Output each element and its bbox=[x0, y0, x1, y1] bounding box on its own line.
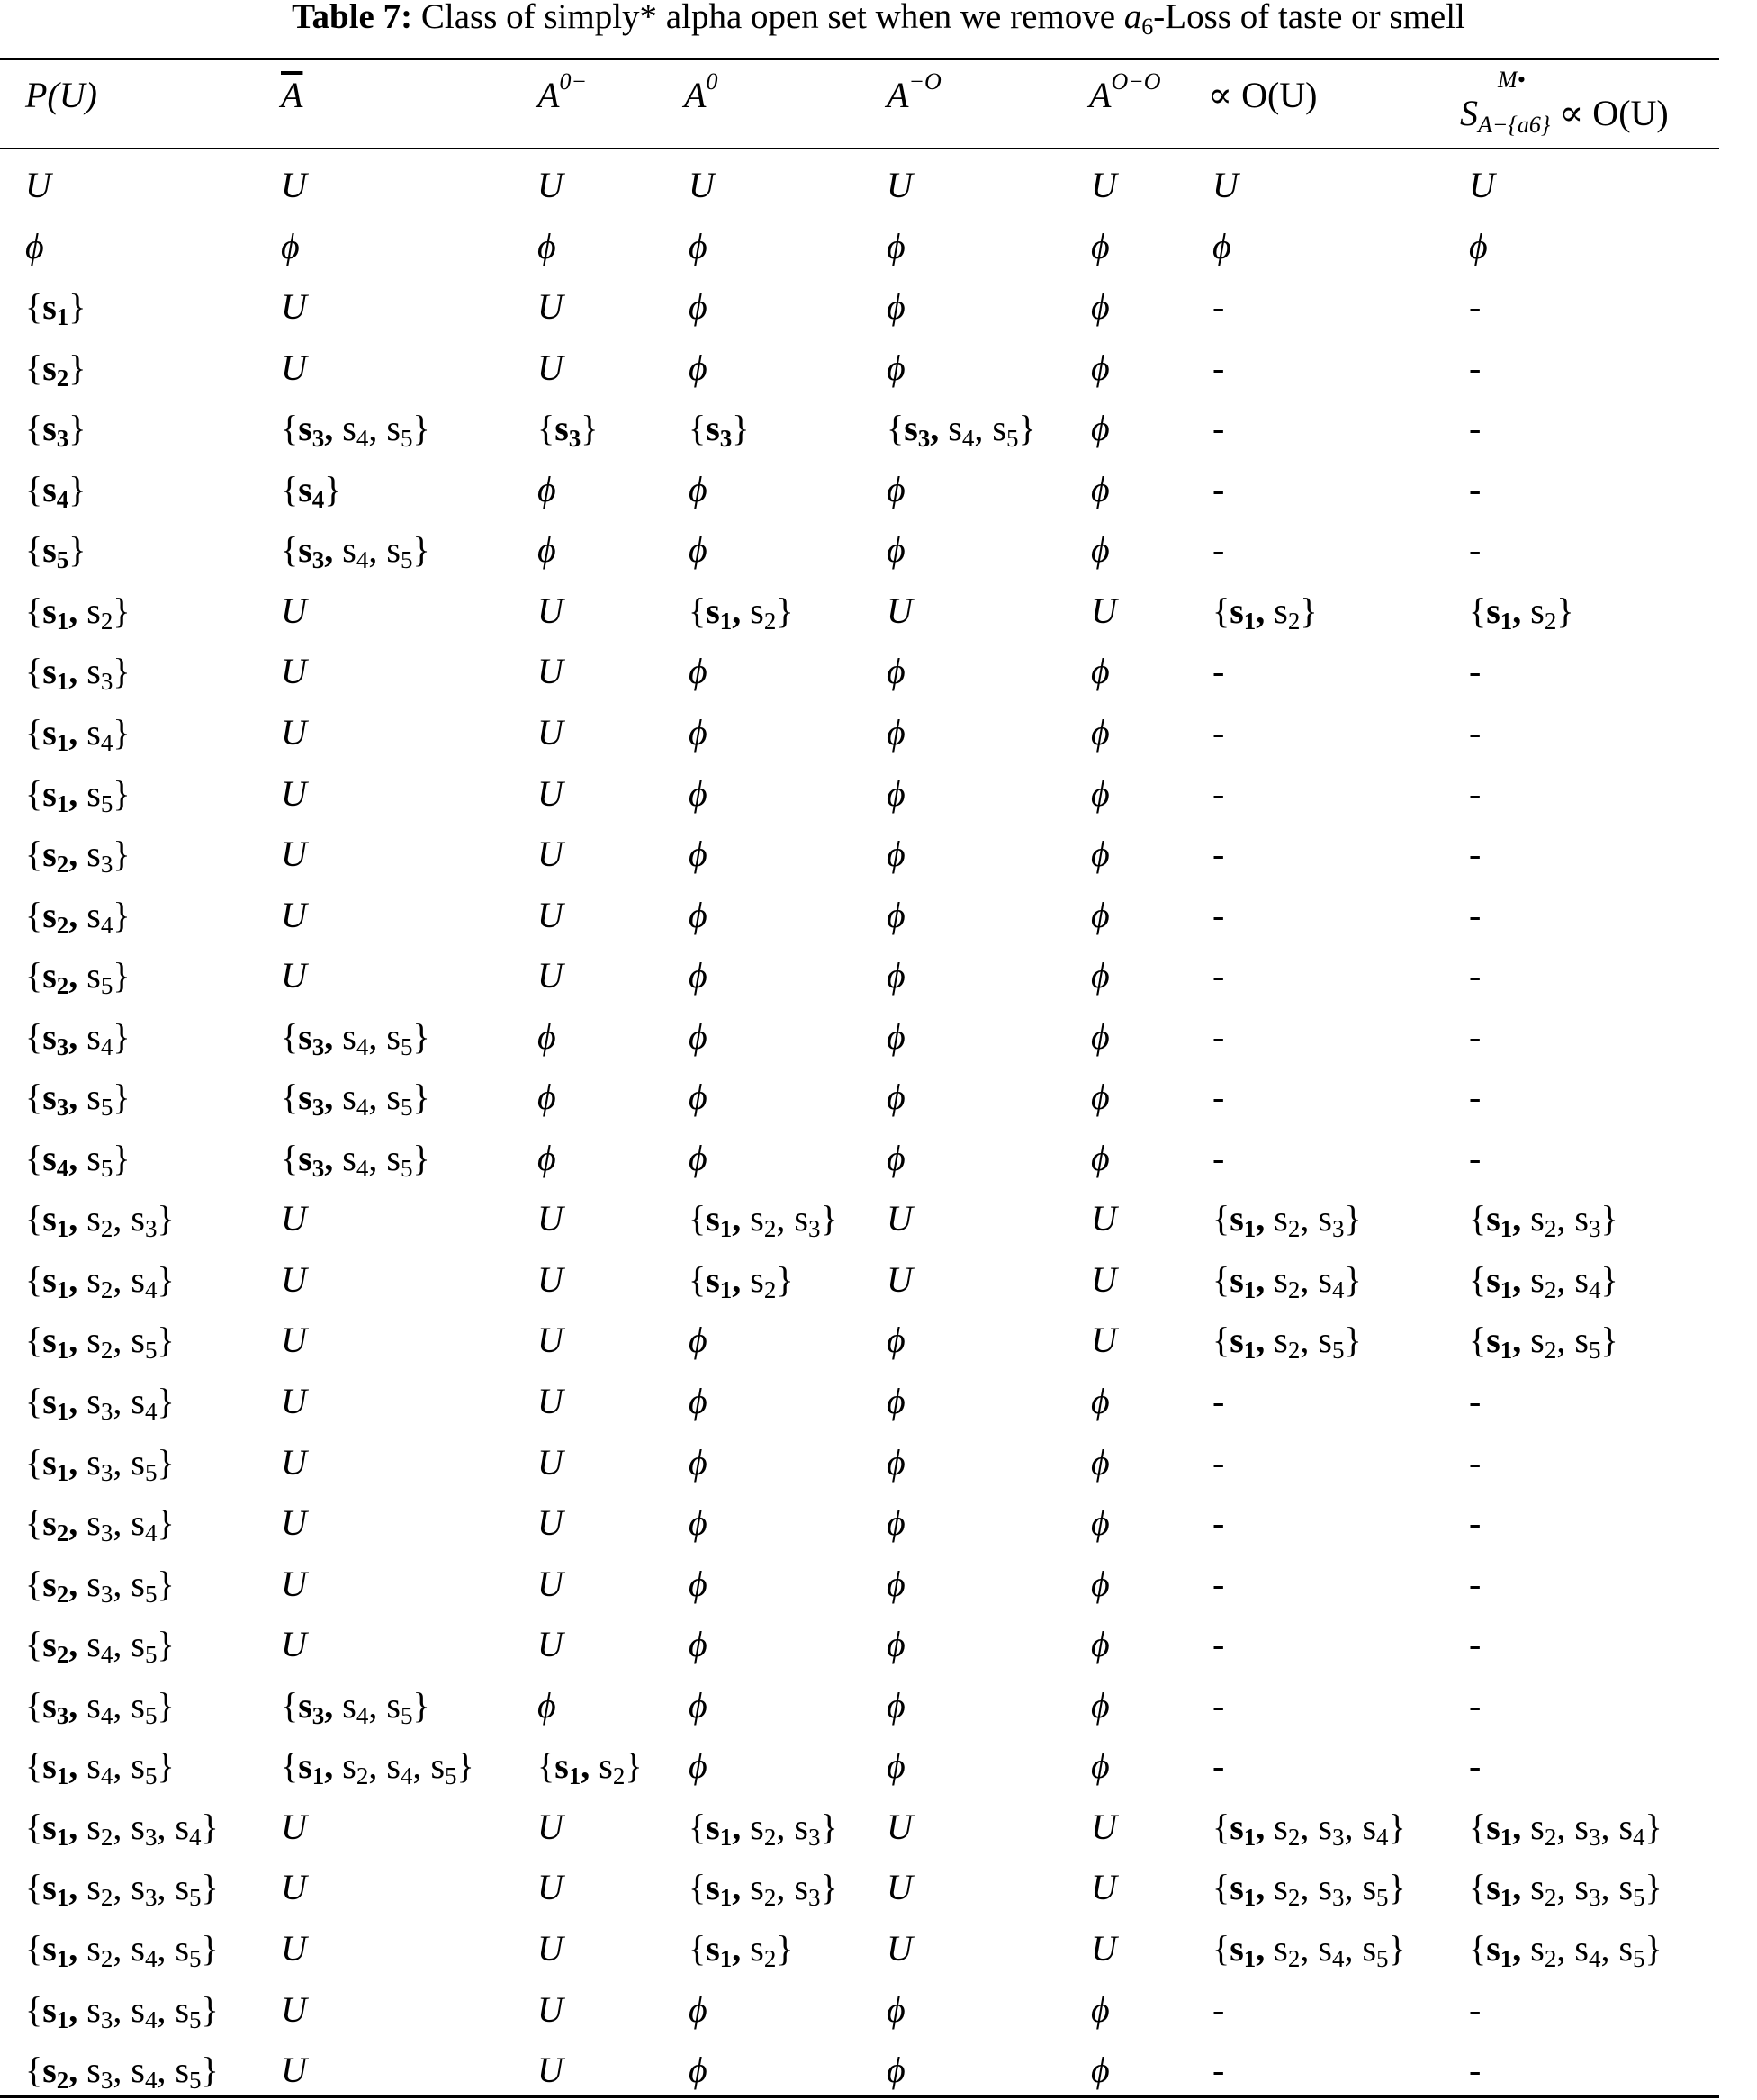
header-col-aoo: $A^{O-O}$ bbox=[1089, 68, 1161, 115]
table-cell-aminuso: ϕ bbox=[887, 286, 906, 328]
table-cell-simply-alpha-open: - bbox=[1469, 1381, 1482, 1421]
table-cell-aminuso: U bbox=[887, 1927, 913, 1969]
table-cell-pu: {$s_1$, $s_2$} bbox=[25, 590, 131, 635]
table-cell-aoo: U bbox=[1091, 165, 1117, 205]
table-cell-closure: {$s_3$, $s_4$, $s_5$} bbox=[281, 1684, 430, 1729]
header-col-alpha-open: ∝ O(U) bbox=[1208, 75, 1318, 115]
table-cell-aminuso: ϕ bbox=[887, 711, 906, 753]
table-cell-pu: {$s_3$, $s_4$, $s_5$} bbox=[25, 1684, 175, 1729]
table-cell-a0: ϕ bbox=[689, 955, 707, 996]
table-cell-a0minus: ϕ bbox=[537, 468, 556, 509]
table-cell-a0: ϕ bbox=[689, 1441, 707, 1483]
table-cell-pu: {$s_1$, $s_2$, $s_3$, $s_5$} bbox=[25, 1867, 219, 1912]
table-cell-pu: {$s_1$, $s_2$, $s_3$, $s_4$} bbox=[25, 1806, 219, 1851]
table-cell-a0: ϕ bbox=[689, 651, 707, 692]
header-rule bbox=[0, 148, 1719, 149]
table-cell-pu: {$s_1$, $s_3$, $s_4$} bbox=[25, 1381, 175, 1425]
header-col-pu: P(U) bbox=[25, 75, 97, 115]
table-cell-aoo: ϕ bbox=[1091, 1624, 1110, 1665]
table-cell-closure: U bbox=[281, 772, 307, 814]
table-cell-closure: U bbox=[281, 1381, 307, 1421]
header-col-a0minus: $A^{0-}$ bbox=[537, 68, 587, 115]
table-cell-aoo: U bbox=[1091, 1927, 1117, 1969]
table-cell-pu: {$s_4$, $s_5$} bbox=[25, 1137, 131, 1182]
table-cell-a0minus: U bbox=[537, 834, 563, 875]
table-cell-pu: {$s_1$, $s_5$} bbox=[25, 772, 131, 817]
table-cell-aoo: ϕ bbox=[1091, 408, 1110, 449]
table-cell-aminuso: U bbox=[887, 1258, 913, 1300]
table-cell-closure: U bbox=[281, 347, 307, 388]
table-cell-aminuso: ϕ bbox=[887, 1988, 906, 2030]
table-cell-closure: U bbox=[281, 165, 307, 205]
table-cell-a0minus: U bbox=[537, 651, 563, 692]
table-cell-alpha-open: U bbox=[1212, 165, 1239, 205]
table-cell-a0minus: U bbox=[537, 1927, 563, 1969]
table-cell-alpha-open: - bbox=[1212, 1745, 1225, 1787]
table-cell-a0: ϕ bbox=[689, 711, 707, 753]
table-cell-closure: U bbox=[281, 1867, 307, 1908]
table-cell-alpha-open: - bbox=[1212, 529, 1225, 571]
table-cell-a0minus: U bbox=[537, 1988, 563, 2030]
table-cell-aminuso: U bbox=[887, 1198, 913, 1239]
table-cell-aoo: U bbox=[1091, 1258, 1117, 1300]
table-cell-pu: $\{s_3\}$ bbox=[25, 408, 86, 453]
table-cell-aoo: ϕ bbox=[1091, 1381, 1110, 1421]
table-cell-alpha-open: - bbox=[1212, 772, 1225, 814]
table-cell-alpha-open: - bbox=[1212, 286, 1225, 328]
table-cell-a0minus: U bbox=[537, 894, 563, 935]
table-cell-simply-alpha-open: - bbox=[1469, 955, 1482, 996]
table-cell-closure: U bbox=[281, 1198, 307, 1239]
table-cell-aminuso: ϕ bbox=[887, 468, 906, 509]
table-cell-closure: U bbox=[281, 894, 307, 935]
table-cell-closure: U bbox=[281, 1927, 307, 1969]
table-cell-a0: ϕ bbox=[689, 1684, 707, 1726]
top-rule bbox=[0, 58, 1719, 60]
table-cell-a0minus: ϕ bbox=[537, 529, 556, 571]
table-cell-alpha-open: - bbox=[1212, 711, 1225, 753]
table-cell-aoo: ϕ bbox=[1091, 1077, 1110, 1118]
table-cell-aminuso: ϕ bbox=[887, 772, 906, 814]
table-cell-simply-alpha-open: U bbox=[1469, 165, 1495, 205]
table-cell-aoo: ϕ bbox=[1091, 711, 1110, 753]
table-cell-a0: {$s_1$, $s_2$} bbox=[689, 1927, 794, 1972]
table-cell-simply-alpha-open: - bbox=[1469, 834, 1482, 875]
table-cell-pu: $\{s_1\}$ bbox=[25, 286, 86, 331]
table-cell-simply-alpha-open: - bbox=[1469, 286, 1482, 328]
table-cell-simply-alpha-open: - bbox=[1469, 1441, 1482, 1483]
table-cell-alpha-open: - bbox=[1212, 834, 1225, 875]
table-cell-a0minus: U bbox=[537, 1441, 563, 1483]
table-cell-closure: {$s_1$, $s_2$, $s_4$, $s_5$} bbox=[281, 1745, 474, 1790]
table-cell-alpha-open: - bbox=[1212, 1077, 1225, 1118]
table-cell-simply-alpha-open: ϕ bbox=[1469, 225, 1488, 266]
table-cell-a0: ϕ bbox=[689, 529, 707, 571]
table-cell-alpha-open: - bbox=[1212, 347, 1225, 388]
table-cell-aminuso: ϕ bbox=[887, 834, 906, 875]
table-cell-alpha-open: - bbox=[1212, 408, 1225, 449]
table-cell-closure: ϕ bbox=[281, 225, 300, 266]
table-cell-alpha-open: {$s_1$, $s_2$, $s_5$} bbox=[1212, 1320, 1362, 1365]
table-cell-a0: U bbox=[689, 165, 715, 205]
header-top-mark: M• bbox=[1498, 67, 1526, 93]
table-cell-a0minus: U bbox=[537, 772, 563, 814]
table-cell-simply-alpha-open: - bbox=[1469, 1988, 1482, 2030]
table-cell-simply-alpha-open: {$s_1$, $s_2$, $s_5$} bbox=[1469, 1320, 1618, 1365]
table-cell-aminuso: U bbox=[887, 1806, 913, 1847]
table-cell-simply-alpha-open: - bbox=[1469, 1624, 1482, 1665]
table-cell-a0minus: {$s_1$, $s_2$} bbox=[537, 1745, 643, 1790]
table-cell-aoo: ϕ bbox=[1091, 834, 1110, 875]
table-cell-pu: $\{s_4\}$ bbox=[25, 468, 86, 513]
table-cell-alpha-open: - bbox=[1212, 894, 1225, 935]
table-cell-a0: ϕ bbox=[689, 1137, 707, 1178]
table-cell-a0: ϕ bbox=[689, 1502, 707, 1544]
table-cell-a0minus: U bbox=[537, 955, 563, 996]
table-cell-simply-alpha-open: {$s_1$, $s_2$, $s_4$, $s_5$} bbox=[1469, 1927, 1662, 1972]
caption-text: Class of simply* alpha open set when we remove bbox=[420, 0, 1116, 36]
caption-label: Table 7: bbox=[292, 0, 413, 36]
table-cell-a0minus: U bbox=[537, 1320, 563, 1361]
table-cell-a0: $\{s_3\}$ bbox=[689, 408, 750, 453]
table-cell-aoo: ϕ bbox=[1091, 955, 1110, 996]
table-cell-a0minus: U bbox=[537, 286, 563, 328]
table-cell-aoo: ϕ bbox=[1091, 772, 1110, 814]
table-cell-simply-alpha-open: - bbox=[1469, 468, 1482, 509]
table-cell-alpha-open: {$s_1$, $s_2$, $s_4$} bbox=[1212, 1258, 1362, 1303]
table-cell-aoo: ϕ bbox=[1091, 286, 1110, 328]
table-cell-aminuso: U bbox=[887, 590, 913, 631]
table-cell-simply-alpha-open: - bbox=[1469, 1137, 1482, 1178]
table-cell-a0: ϕ bbox=[689, 2050, 707, 2091]
table-cell-aoo: U bbox=[1091, 1867, 1117, 1908]
table-cell-simply-alpha-open: {$s_1$, $s_2$, $s_3$} bbox=[1469, 1198, 1618, 1243]
table-cell-aoo: ϕ bbox=[1091, 651, 1110, 692]
table-cell-closure: U bbox=[281, 1563, 307, 1604]
table-cell-aminuso: ϕ bbox=[887, 1015, 906, 1057]
table-cell-a0minus: U bbox=[537, 1563, 563, 1604]
table-cell-simply-alpha-open: - bbox=[1469, 1077, 1482, 1118]
table-cell-closure: U bbox=[281, 1624, 307, 1665]
table-cell-aminuso: ϕ bbox=[887, 1745, 906, 1787]
table-cell-alpha-open: {$s_1$, $s_2$} bbox=[1212, 590, 1318, 635]
table-cell-a0: {$s_1$, $s_2$, $s_3$} bbox=[689, 1867, 838, 1912]
table-cell-closure: U bbox=[281, 590, 307, 631]
table-cell-a0: ϕ bbox=[689, 1320, 707, 1361]
table-cell-aminuso: ϕ bbox=[887, 894, 906, 935]
table-cell-aoo: ϕ bbox=[1091, 1137, 1110, 1178]
table-cell-closure: {$s_3$, $s_4$, $s_5$} bbox=[281, 1137, 430, 1182]
table-cell-closure: U bbox=[281, 1806, 307, 1847]
table-cell-simply-alpha-open: - bbox=[1469, 894, 1482, 935]
table-cell-a0minus: U bbox=[537, 2050, 563, 2091]
table-cell-alpha-open: {$s_1$, $s_2$, $s_4$, $s_5$} bbox=[1212, 1927, 1406, 1972]
table-cell-aoo: ϕ bbox=[1091, 1441, 1110, 1483]
table-cell-alpha-open: {$s_1$, $s_2$, $s_3$, $s_4$} bbox=[1212, 1806, 1406, 1851]
table-cell-aminuso: ϕ bbox=[887, 1502, 906, 1544]
header-col-aminuso: $A^{-O}$ bbox=[887, 68, 942, 115]
table-cell-aoo: ϕ bbox=[1091, 225, 1110, 266]
table-cell-a0: ϕ bbox=[689, 1624, 707, 1665]
table-cell-pu: {$s_2$, $s_3$, $s_4$} bbox=[25, 1502, 175, 1547]
table-cell-closure: U bbox=[281, 651, 307, 692]
table-cell-a0minus: ϕ bbox=[537, 225, 556, 266]
table-cell-aoo: ϕ bbox=[1091, 529, 1110, 571]
table-cell-simply-alpha-open: - bbox=[1469, 1684, 1482, 1726]
table-cell-closure: U bbox=[281, 1988, 307, 2030]
table-cell-a0minus: U bbox=[537, 1806, 563, 1847]
table-cell-aminuso: ϕ bbox=[887, 651, 906, 692]
table-cell-aoo: ϕ bbox=[1091, 1988, 1110, 2030]
table-cell-aoo: ϕ bbox=[1091, 1015, 1110, 1057]
table-cell-aminuso: ϕ bbox=[887, 1684, 906, 1726]
table-cell-pu: {$s_3$, $s_4$} bbox=[25, 1015, 131, 1060]
table-cell-a0minus: U bbox=[537, 1381, 563, 1421]
table-cell-closure: U bbox=[281, 1320, 307, 1361]
table-cell-closure: U bbox=[281, 2050, 307, 2091]
table-cell-pu: {$s_1$, $s_4$, $s_5$} bbox=[25, 1745, 175, 1790]
table-cell-aminuso: {$s_3$, $s_4$, $s_5$} bbox=[887, 408, 1036, 453]
table-cell-simply-alpha-open: {$s_1$, $s_2$, $s_3$, $s_5$} bbox=[1469, 1867, 1662, 1912]
table-cell-aminuso: ϕ bbox=[887, 1381, 906, 1421]
table-cell-a0minus: U bbox=[537, 590, 563, 631]
table-cell-alpha-open: - bbox=[1212, 1441, 1225, 1483]
table-cell-alpha-open: - bbox=[1212, 1502, 1225, 1544]
bottom-rule bbox=[0, 2095, 1719, 2098]
caption-var: a bbox=[1123, 0, 1142, 36]
table-cell-alpha-open: - bbox=[1212, 1684, 1225, 1726]
table-cell-closure: {$s_3$, $s_4$, $s_5$} bbox=[281, 408, 430, 453]
header-col-simply-alpha-open: M• $S_{A-\{a6\}} \propto O(U)$ bbox=[1460, 67, 1669, 138]
table-cell-a0minus: U bbox=[537, 1867, 563, 1908]
table-cell-a0: ϕ bbox=[689, 1015, 707, 1057]
table-cell-pu: {$s_2$, $s_3$, $s_5$} bbox=[25, 1563, 175, 1608]
table-cell-pu: {$s_1$, $s_3$, $s_5$} bbox=[25, 1441, 175, 1486]
table-cell-pu: U bbox=[25, 165, 51, 205]
table-cell-a0minus: U bbox=[537, 1198, 563, 1239]
table-cell-a0minus: U bbox=[537, 1624, 563, 1665]
table-cell-pu: {$s_1$, $s_2$, $s_4$} bbox=[25, 1258, 175, 1303]
table-cell-pu: {$s_1$, $s_3$} bbox=[25, 651, 131, 696]
table-cell-aminuso: ϕ bbox=[887, 1077, 906, 1118]
table-cell-pu: {$s_2$, $s_4$, $s_5$} bbox=[25, 1624, 175, 1669]
table-cell-a0: {$s_1$, $s_2$} bbox=[689, 590, 794, 635]
table-cell-a0: ϕ bbox=[689, 1563, 707, 1604]
table-cell-a0: {$s_1$, $s_2$} bbox=[689, 1258, 794, 1303]
table-cell-a0minus: ϕ bbox=[537, 1077, 556, 1118]
table-cell-aoo: ϕ bbox=[1091, 1502, 1110, 1544]
table-cell-aminuso: ϕ bbox=[887, 955, 906, 996]
table-cell-aoo: ϕ bbox=[1091, 347, 1110, 388]
table-cell-closure: $\{s_4\}$ bbox=[281, 468, 342, 513]
table-cell-a0: ϕ bbox=[689, 834, 707, 875]
caption-var-sub: 6 bbox=[1141, 14, 1154, 40]
table-cell-aoo: ϕ bbox=[1091, 894, 1110, 935]
caption-text-after: -Loss of taste or smell bbox=[1153, 0, 1465, 36]
table-cell-aminuso: ϕ bbox=[887, 347, 906, 388]
table-cell-a0minus: U bbox=[537, 711, 563, 753]
table-cell-a0: ϕ bbox=[689, 1745, 707, 1787]
table-cell-a0minus: ϕ bbox=[537, 1137, 556, 1178]
table-cell-simply-alpha-open: - bbox=[1469, 1015, 1482, 1057]
table-cell-a0: ϕ bbox=[689, 894, 707, 935]
table-cell-alpha-open: - bbox=[1212, 1015, 1225, 1057]
header-col-a0: $A^0$ bbox=[684, 68, 718, 115]
table-cell-pu: {$s_2$, $s_5$} bbox=[25, 955, 131, 1000]
table-cell-a0: ϕ bbox=[689, 347, 707, 388]
table-cell-aminuso: U bbox=[887, 165, 913, 205]
table-cell-a0: ϕ bbox=[689, 286, 707, 328]
table-cell-pu: $\{s_5\}$ bbox=[25, 529, 86, 574]
table-cell-aoo: ϕ bbox=[1091, 1745, 1110, 1787]
table-cell-alpha-open: - bbox=[1212, 468, 1225, 509]
table-cell-simply-alpha-open: {$s_1$, $s_2$, $s_4$} bbox=[1469, 1258, 1618, 1303]
table-cell-simply-alpha-open: - bbox=[1469, 1563, 1482, 1604]
table-cell-simply-alpha-open: {$s_1$, $s_2$} bbox=[1469, 590, 1574, 635]
table-caption bbox=[0, 0, 1757, 40]
table-cell-aminuso: ϕ bbox=[887, 1441, 906, 1483]
table-cell-simply-alpha-open: - bbox=[1469, 711, 1482, 753]
table-cell-aminuso: ϕ bbox=[887, 2050, 906, 2091]
table-cell-pu: {$s_1$, $s_3$, $s_4$, $s_5$} bbox=[25, 1988, 219, 2033]
table-cell-closure: U bbox=[281, 711, 307, 753]
table-cell-a0minus: $\{s_3\}$ bbox=[537, 408, 599, 453]
table-cell-aoo: U bbox=[1091, 590, 1117, 631]
table-cell-simply-alpha-open: - bbox=[1469, 1502, 1482, 1544]
table-cell-alpha-open: - bbox=[1212, 1381, 1225, 1421]
table-cell-a0: ϕ bbox=[689, 1077, 707, 1118]
table-cell-closure: U bbox=[281, 834, 307, 875]
table-cell-alpha-open: - bbox=[1212, 2050, 1225, 2091]
table-cell-pu: {$s_1$, $s_2$, $s_3$} bbox=[25, 1198, 175, 1243]
table-cell-simply-alpha-open: - bbox=[1469, 347, 1482, 388]
table-cell-a0: ϕ bbox=[689, 772, 707, 814]
table-cell-closure: U bbox=[281, 1502, 307, 1544]
table-cell-closure: {$s_3$, $s_4$, $s_5$} bbox=[281, 1077, 430, 1122]
table-cell-aminuso: ϕ bbox=[887, 1563, 906, 1604]
table-cell-alpha-open: {$s_1$, $s_2$, $s_3$, $s_5$} bbox=[1212, 1867, 1406, 1912]
table-cell-closure: U bbox=[281, 1441, 307, 1483]
table-cell-pu: ϕ bbox=[25, 225, 44, 266]
table-cell-a0: {$s_1$, $s_2$, $s_3$} bbox=[689, 1198, 838, 1243]
header-col-closure: $\overline{A}$ bbox=[281, 75, 303, 115]
table-cell-closure: {$s_3$, $s_4$, $s_5$} bbox=[281, 1015, 430, 1060]
table-cell-simply-alpha-open: - bbox=[1469, 651, 1482, 692]
table-cell-aoo: U bbox=[1091, 1806, 1117, 1847]
table-cell-simply-alpha-open: - bbox=[1469, 2050, 1482, 2091]
table-cell-a0: ϕ bbox=[689, 1988, 707, 2030]
table-cell-aminuso: ϕ bbox=[887, 225, 906, 266]
table-cell-alpha-open: - bbox=[1212, 1137, 1225, 1178]
table-cell-closure: U bbox=[281, 286, 307, 328]
table-cell-simply-alpha-open: - bbox=[1469, 772, 1482, 814]
table-cell-a0minus: U bbox=[537, 347, 563, 388]
table-cell-alpha-open: - bbox=[1212, 1988, 1225, 2030]
table-cell-aminuso: ϕ bbox=[887, 1320, 906, 1361]
table-cell-aoo: U bbox=[1091, 1320, 1117, 1361]
table-cell-alpha-open: {$s_1$, $s_2$, $s_3$} bbox=[1212, 1198, 1362, 1243]
table-cell-a0minus: ϕ bbox=[537, 1015, 556, 1057]
table-cell-aminuso: ϕ bbox=[887, 1137, 906, 1178]
table-cell-alpha-open: - bbox=[1212, 1563, 1225, 1604]
table-cell-aminuso: ϕ bbox=[887, 529, 906, 571]
table-cell-pu: {$s_1$, $s_2$, $s_5$} bbox=[25, 1320, 175, 1365]
table-cell-pu: {$s_1$, $s_4$} bbox=[25, 711, 131, 756]
table-cell-simply-alpha-open: - bbox=[1469, 1745, 1482, 1787]
table-cell-aoo: ϕ bbox=[1091, 1684, 1110, 1726]
table-cell-alpha-open: - bbox=[1212, 651, 1225, 692]
table-cell-alpha-open: - bbox=[1212, 1624, 1225, 1665]
table-cell-a0: ϕ bbox=[689, 468, 707, 509]
table-cell-a0minus: U bbox=[537, 1502, 563, 1544]
table-cell-a0minus: U bbox=[537, 165, 563, 205]
table-cell-closure: {$s_3$, $s_4$, $s_5$} bbox=[281, 529, 430, 574]
table-cell-pu: {$s_2$, $s_3$} bbox=[25, 834, 131, 879]
table-cell-pu: {$s_1$, $s_2$, $s_4$, $s_5$} bbox=[25, 1927, 219, 1972]
table-cell-alpha-open: - bbox=[1212, 955, 1225, 996]
table-cell-pu: {$s_2$, $s_4$} bbox=[25, 894, 131, 939]
table-cell-a0minus: ϕ bbox=[537, 1684, 556, 1726]
table-cell-aminuso: U bbox=[887, 1867, 913, 1908]
table-cell-simply-alpha-open: - bbox=[1469, 408, 1482, 449]
table-cell-simply-alpha-open: {$s_1$, $s_2$, $s_3$, $s_4$} bbox=[1469, 1806, 1662, 1851]
table-cell-closure: U bbox=[281, 1258, 307, 1300]
table-cell-alpha-open: ϕ bbox=[1212, 225, 1231, 266]
table-cell-aminuso: ϕ bbox=[887, 1624, 906, 1665]
table-cell-a0minus: U bbox=[537, 1258, 563, 1300]
table-cell-pu: $\{s_2\}$ bbox=[25, 347, 86, 392]
table-cell-a0: ϕ bbox=[689, 225, 707, 266]
table-cell-aoo: U bbox=[1091, 1198, 1117, 1239]
table-cell-aoo: ϕ bbox=[1091, 2050, 1110, 2091]
table-cell-a0: {$s_1$, $s_2$, $s_3$} bbox=[689, 1806, 838, 1851]
table-cell-simply-alpha-open: - bbox=[1469, 529, 1482, 571]
table-cell-pu: {$s_2$, $s_3$, $s_4$, $s_5$} bbox=[25, 2050, 219, 2095]
table-cell-pu: {$s_3$, $s_5$} bbox=[25, 1077, 131, 1122]
table-cell-aoo: ϕ bbox=[1091, 1563, 1110, 1604]
table-cell-aoo: ϕ bbox=[1091, 468, 1110, 509]
table-cell-closure: U bbox=[281, 955, 307, 996]
table-cell-a0: ϕ bbox=[689, 1381, 707, 1421]
